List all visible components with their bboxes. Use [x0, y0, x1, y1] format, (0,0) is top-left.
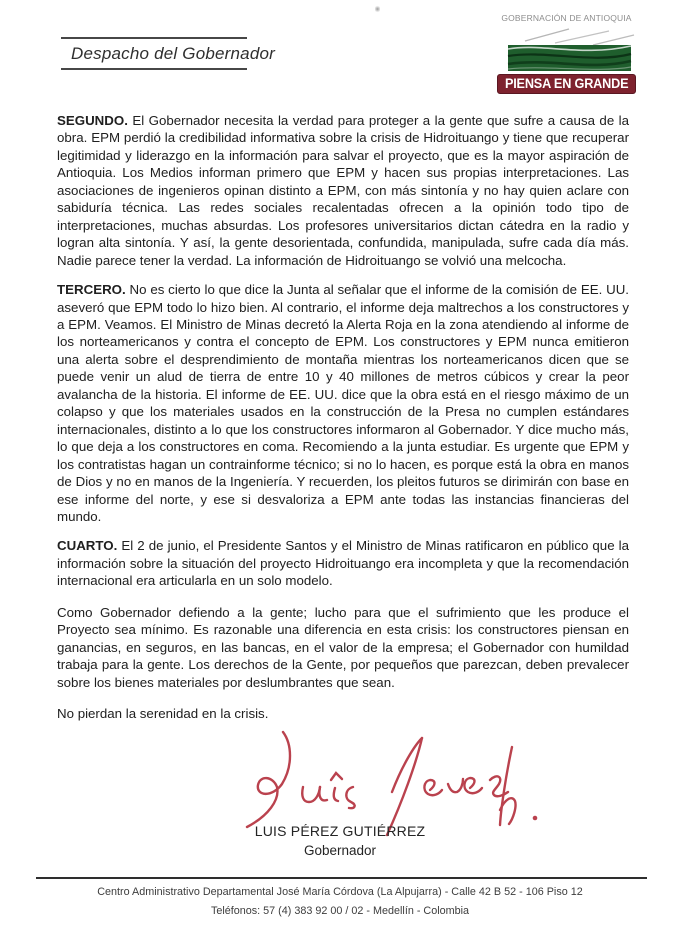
paragraph-segundo [57, 112, 629, 269]
footer-phones: Teléfonos: 57 (4) 383 92 00 / 02 - Medellín - Colombia [210, 905, 470, 917]
footer-address: Centro Administrativo Departamental José María Córdova (La Alpujarra) - Calle 42 B 52 - 106 Piso 12 [97, 886, 583, 898]
handwritten-signature [240, 730, 550, 838]
paragraph-text: El Gobernador necesita la verdad para proteger a la gente que sufre a causa de la obra. EPM perdió la credibilidad informativa sobre la crisis de Hidroituango y tiene que recuperar legitimidad y liderazgo en la información para salvar el proyecto, que es la mayor aspiración de Antioquia. Los Medios informan primero que EPM y hacen sus propias interpretaciones. Las asociaciones de ingenieros opinan distinto a EPM, con más sintonía y no hay quien aclare con sabiduría técnica. Las redes sociales recalentadas ofrecen a la opinión todo tipo de interpretaciones, muchas absurdas. Los profesores universitarios dictan cátedra en la radio y logran alta sintonía. Y así, la gente desorientada, confundida, manipulada, sufre cada día más. Nadie parece tener la verdad. La información de Hidroituango se volvió una melcocha. [57, 113, 629, 268]
paragraph-closing [57, 604, 629, 691]
footer [0, 883, 680, 921]
footer-divider [36, 877, 647, 879]
signer-role: Gobernador [303, 843, 377, 858]
paragraph-lead: CUARTO. [57, 538, 118, 554]
scan-artifact [375, 5, 380, 13]
paragraph-lead: TERCERO. [57, 282, 126, 298]
paragraph-text: No es cierto lo que dice la Junta al señalar que el informe de la comisión de EE. UU. aseveró que EPM todo lo hizo bien. Al contrario, el informe deja maltrechos a los constructores y a EPM. Veamos. El Ministro de Minas decretó la Alerta Roja en la zona atendiendo al informe de los norteamericanos y contra el concepto de EPM. Los constructores y EPM nunca emitieron una alerta sobre el desprendimiento de montaña mientras los norteamericanos dicen que se puede venir un alud de tierra de entre 10 y 40 millones de metros cúbicos y crear la peor avalancha de la historia. El informe de EE. UU. dice que la obra está en el riesgo máximo de un colapso y que los materiales usados en la construcción de la Presa no cumplen estándares internacionales, distinto a lo que los constructores informaron al Gobernador. Y dice mucho más, lo que deja a los constructores en coma. Recomiendo a la junta estudiar. Es urgente que EPM y los contratistas hagan un contrainforme técnico; si no lo hacen, es porque está la obra en manos de Dios y no en manos de la Ingeniería. Y recuerden, los pleitos futuros se dirimirán con base en ese informe del norte, y ese si desvaloriza a EPM ante todas las instancias financieras del mundo. [57, 282, 629, 524]
letterhead [61, 37, 276, 70]
slogan-banner [497, 74, 636, 94]
signer-name: LUIS PÉREZ GUTIÉRREZ [254, 823, 426, 839]
letter-body [57, 112, 629, 735]
paragraph-cuarto [57, 537, 629, 589]
paragraph-farewell [57, 705, 629, 722]
paragraph-text: El 2 de junio, el Presidente Santos y el Ministro de Minas ratificaron en público que la información sobre la situación del proyecto Hidroituango era incompleta y que la recomendación internacional era articularla en un solo modelo. [57, 538, 629, 589]
paragraph-text: Como Gobernador defiendo a la gente; lucho para que el sufrimiento que les produce el Proyecto sea mínimo. Es razonable una diferencia en esta crisis: los constructores piensan en ganancias, en seguros, en las bancas, en el valor de la empresa; el Gobernador con humildad trabaja para la gente. Los derechos de la Gente, por pequeños que parezcan, deben prevalecer sobre los bienes materiales por deslumbrantes que sean. [57, 604, 629, 690]
signature-block [170, 823, 510, 858]
office-title: Despacho del Gobernador [71, 44, 276, 63]
paragraph-tercero [57, 281, 629, 525]
logo-org-name: GOBERNACIÓN DE ANTIOQUIA [501, 13, 632, 23]
slogan-text: PIENSA EN GRANDE [504, 76, 629, 91]
mountain-brush-icon [497, 25, 636, 73]
paragraph-lead: SEGUNDO. [57, 113, 128, 128]
government-logo [497, 13, 636, 94]
paragraph-text: No pierdan la serenidad en la crisis. [57, 706, 269, 722]
